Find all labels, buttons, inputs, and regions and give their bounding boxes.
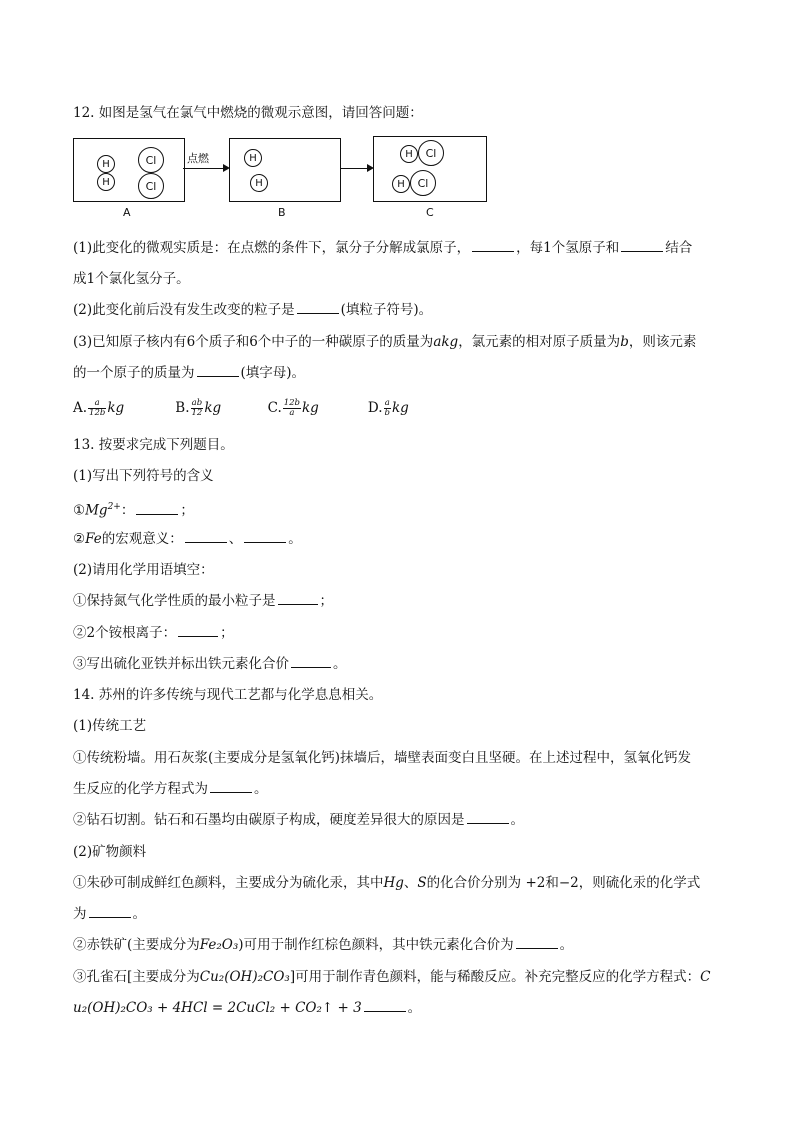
- q13-fill1: ①保持氮气化学性质的最小粒子是 ；: [73, 593, 333, 609]
- question-14-title: 14. 苏州的许多传统与现代工艺都与化学息息相关。: [73, 687, 383, 703]
- q12-part1-line1: (1)此变化的微观实质是：在点燃的条件下，氯分子分解成氯原子， ，每1个氢原子和 结合: [73, 240, 693, 256]
- hydrogen-atom: H: [97, 173, 115, 191]
- q13-fill3: ③写出硫化亚铁并标出铁元素化合价 。: [73, 656, 347, 672]
- ignite-label: 点燃: [187, 152, 209, 165]
- option-b: B. $\frac{ab}{12}$ kg: [175, 398, 222, 418]
- arrow-line: [183, 168, 225, 169]
- hydrogen-atom: H: [392, 175, 410, 193]
- q13-item1: $①Mg^{2+}$： ；: [73, 502, 194, 519]
- label-a: A: [123, 206, 131, 219]
- q13-section1: (1)写出下列符号的含义: [73, 468, 214, 484]
- q14-mineral3-line2: u₂(OH)₂CO₃ + 4HCl = 2CuCl₂ + CO₂↑ + 3 。: [73, 1000, 422, 1016]
- option-a: A. $\frac{a}{12b}$ kg: [73, 398, 125, 418]
- q14-item1-line1: ①传统粉墙。用石灰浆(主要成分是氢氧化钙)抹墙后，墙壁表面变白且坚硬。在上述过程中，氢氧化钙发: [73, 750, 692, 766]
- question-13-title: 13. 按要求完成下列题目。: [73, 437, 234, 453]
- q14-mineral1-line2: 为 。: [73, 906, 146, 922]
- arrow-line: [341, 168, 369, 169]
- q12-options: [73, 397, 448, 419]
- q14-mineral3-line1: ③孔雀石[主要成分为Cu₂(OH)₂CO₃]可用于制作青色颜料，能与稀酸反应。补充完整反应的化学方程式：C: [73, 969, 711, 985]
- hydrogen-atom: H: [97, 155, 115, 173]
- combustion-diagram: [73, 136, 493, 226]
- chlorine-atom: Cl: [410, 170, 436, 196]
- hydrogen-atom: H: [250, 174, 268, 192]
- q14-item1-line2: 生反应的化学方程式为 。: [73, 781, 268, 797]
- q14-section1: (1)传统工艺: [73, 718, 147, 734]
- hydrogen-atom: H: [400, 145, 418, 163]
- q12-part1-line2: 成1个氯化氢分子。: [73, 271, 190, 287]
- box-a: [73, 138, 185, 202]
- q13-fill2: ②2个铵根离子： ；: [73, 625, 234, 641]
- box-b: [229, 138, 341, 202]
- question-12-title: 12. 如图是氢气在氯气中燃烧的微观示意图，请回答问题：: [73, 105, 423, 121]
- chlorine-atom: Cl: [418, 140, 444, 166]
- chlorine-atom: Cl: [138, 147, 164, 173]
- q14-mineral2: ②赤铁矿(主要成分为Fe₂O₃)可用于制作红棕色颜料，其中铁元素化合价为 。: [73, 937, 574, 953]
- q14-mineral1-line1: ①朱砂可制成鲜红色颜料，主要成分为硫化汞，其中Hg、S的化合价分别为 +2和−2，则硫化汞的化学式: [73, 875, 701, 891]
- hydrogen-atom: H: [244, 149, 262, 167]
- label-b: B: [278, 206, 286, 219]
- box-c: [373, 136, 487, 202]
- q14-section2: (2)矿物颜料: [73, 844, 147, 860]
- q12-part3-line2: 的一个原子的质量为 (填字母)。: [73, 365, 306, 381]
- q12-part2: (2)此变化前后没有发生改变的粒子是 (填粒子符号)。: [73, 302, 433, 318]
- q14-item2: ②钻石切割。钻石和石墨均由碳原子构成，硬度差异很大的原因是 。: [73, 812, 524, 828]
- q13-section2: (2)请用化学用语填空：: [73, 562, 214, 578]
- option-c: C. $\frac{12b}{a}$ kg: [267, 398, 319, 418]
- chlorine-atom: Cl: [138, 173, 164, 199]
- q12-part3-line1: (3)已知原子核内有6个质子和6个中子的一种碳原子的质量为akg，氯元素的相对原子质量为b，则该元素: [73, 334, 697, 350]
- q13-item2: ②Fe的宏观意义： 、 。: [73, 531, 302, 547]
- option-d: D. $\frac{a}{b}$ kg: [367, 398, 409, 418]
- label-c: C: [426, 206, 434, 219]
